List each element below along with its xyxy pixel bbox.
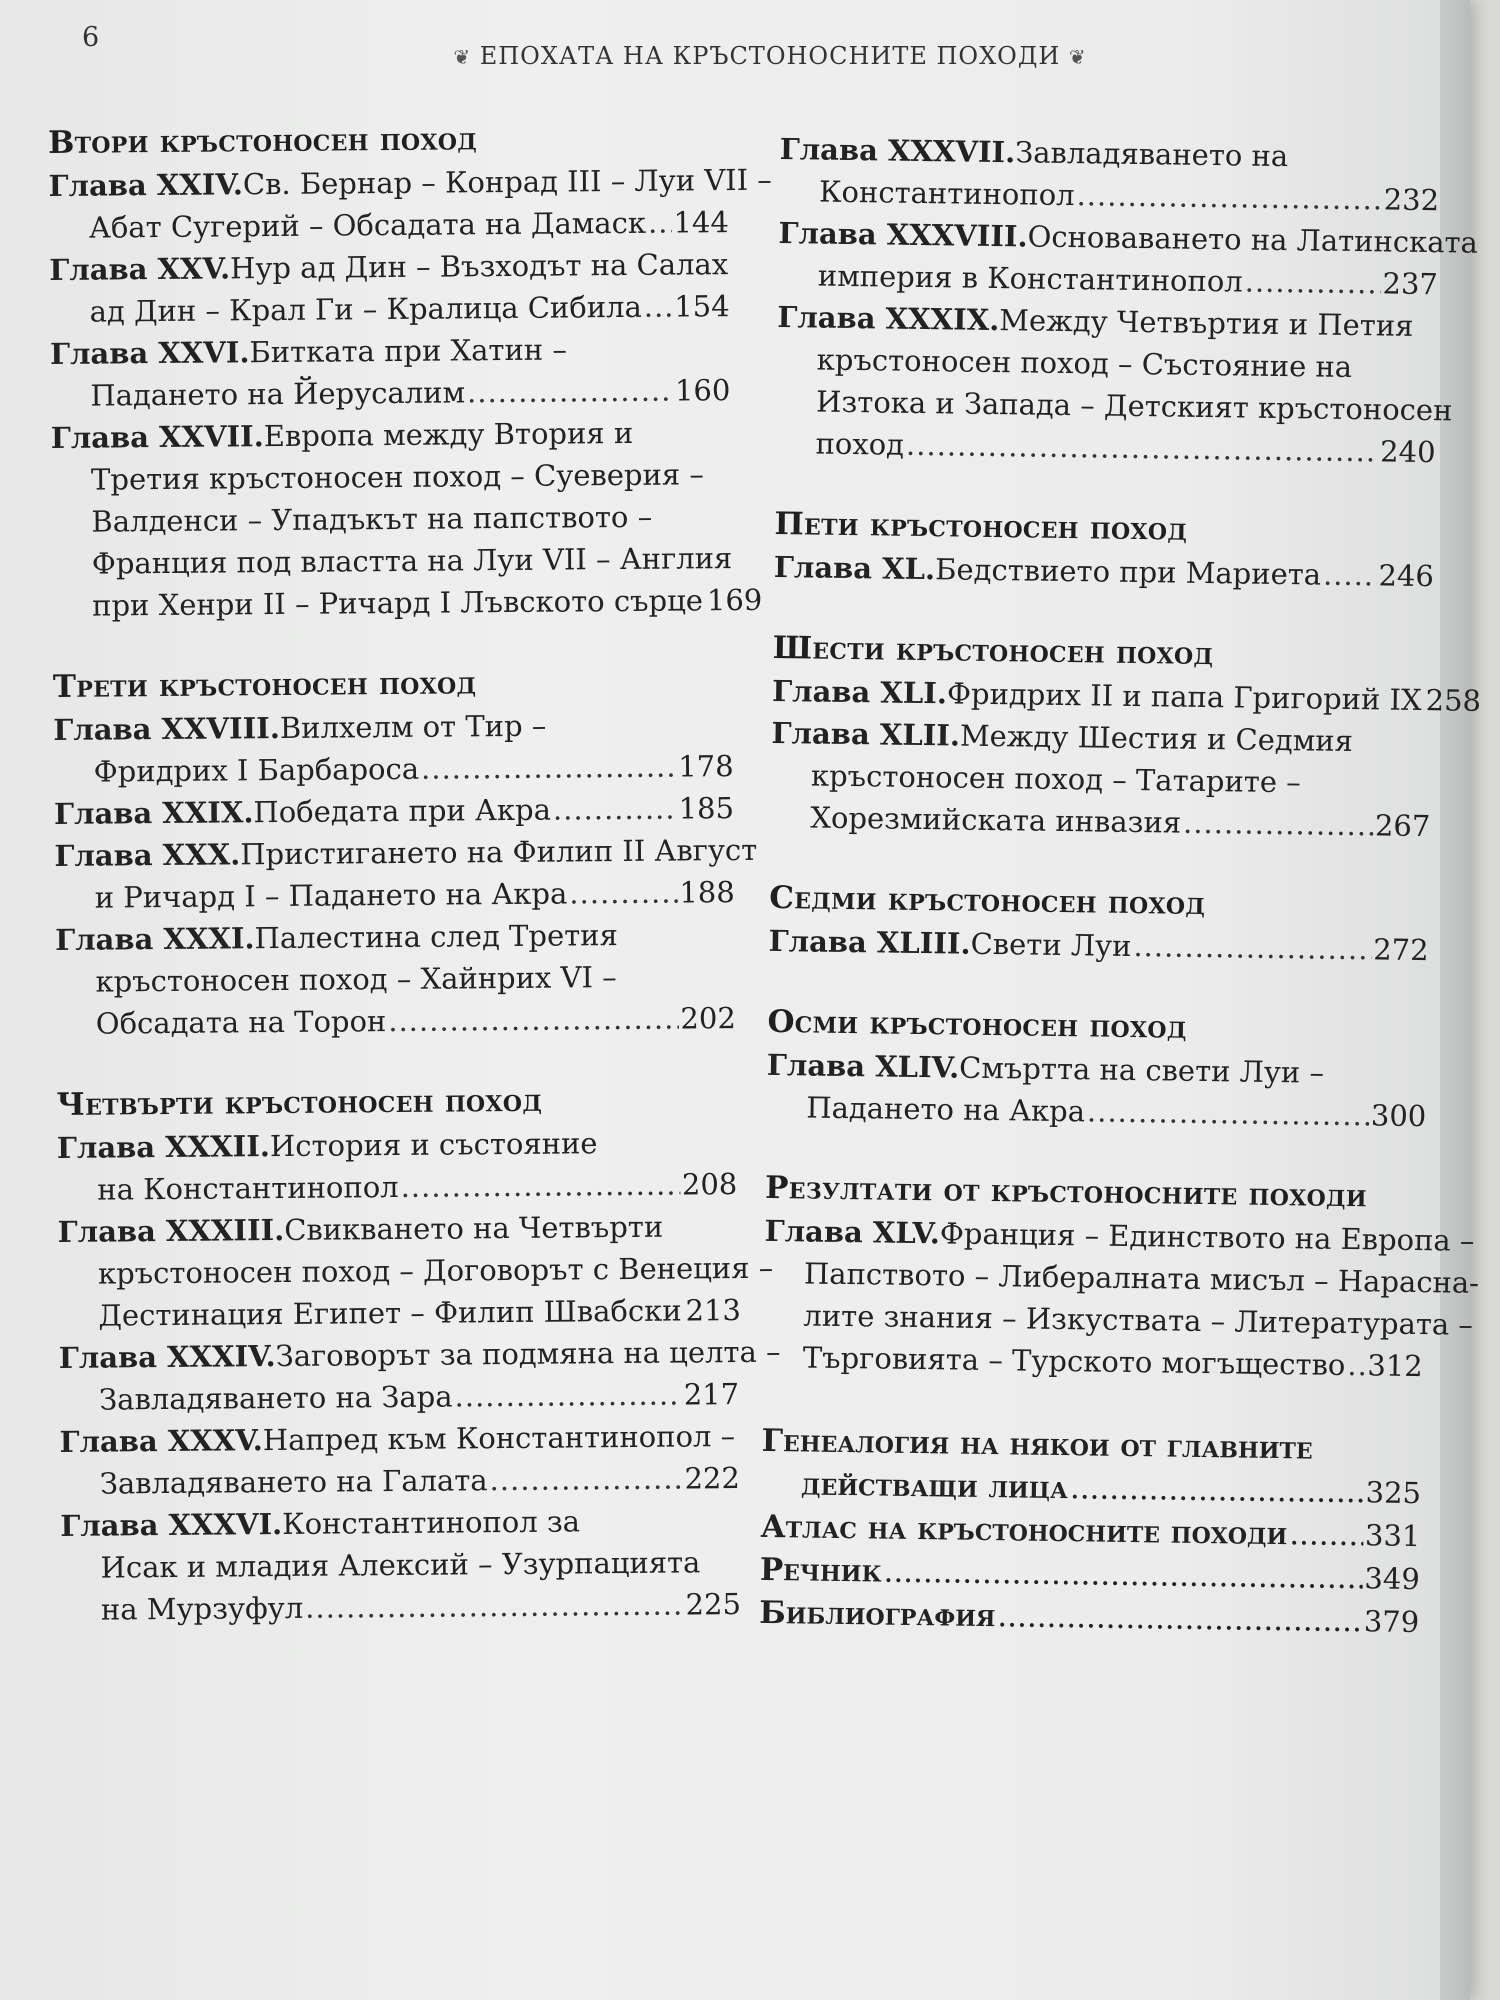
entry-text: и Ричард I – Падането на Акра	[94, 876, 568, 915]
page-ref: 178	[678, 749, 734, 784]
page-ref: 225	[685, 1587, 742, 1622]
section-title: Седми кръстоносен поход	[768, 879, 1206, 923]
running-title: ЕПОХАТА НА КРЪСТОНОСНИТЕ ПОХОДИ	[479, 42, 1061, 70]
entry-text: Нур ад Дин – Възходът на Салах	[229, 247, 729, 286]
chapter-label: Глава XXXIX.	[777, 299, 1000, 338]
toc-left-column	[48, 119, 781, 1673]
chapter-label: Глава XLV.	[764, 1213, 941, 1251]
entry-text: Франция под властта на Луи VII – Англия	[91, 541, 733, 581]
dot-leader	[1133, 925, 1371, 970]
entry-text: Заговорът за подмяна на целта –	[275, 1334, 781, 1374]
entry-line	[52, 537, 732, 585]
dot-leader	[648, 202, 672, 244]
entry-text: Пристигането на Филип II Август	[240, 832, 758, 872]
page-ref: 331	[1364, 1518, 1421, 1554]
page-ref: 217	[683, 1377, 740, 1412]
entry-line	[51, 411, 731, 459]
entry-line	[58, 1331, 781, 1379]
entry-text: Падането на Йерусалим	[90, 375, 466, 413]
toc-section	[770, 629, 1482, 847]
toc-entry	[50, 411, 763, 627]
entry-line	[766, 1086, 1427, 1137]
page-ref: 232	[1383, 182, 1440, 218]
entry-text: Хорезмийската инвазия	[810, 800, 1182, 840]
entry-line	[768, 920, 1429, 971]
toc-entry	[54, 787, 734, 835]
chapter-label: Глава XXXII.	[56, 1129, 271, 1165]
section-title: Пети кръстоносен поход	[774, 505, 1188, 548]
back-matter-title: Атлас на кръстоносните походи	[760, 1508, 1288, 1553]
dot-leader	[569, 872, 677, 915]
chapter-label: Глава XXXV.	[59, 1423, 263, 1459]
chapter-label: Глава XXVI.	[49, 335, 250, 371]
toc-entry	[768, 920, 1429, 971]
entry-line	[58, 1247, 774, 1295]
entry-text: Франция – Единството на Европа –	[939, 1216, 1475, 1258]
page-ref: 325	[1365, 1475, 1422, 1511]
entry-line	[49, 201, 729, 249]
entry-text: Свети Луи	[970, 926, 1132, 963]
entry-text: Европа между Втория и	[263, 415, 634, 454]
entry-text: кръстоносен поход – Татарите –	[810, 758, 1301, 800]
section-title: Трети кръстоносен поход	[52, 665, 477, 705]
entry-line	[57, 1205, 737, 1253]
toc-section	[763, 1169, 1480, 1387]
page-ref: 185	[678, 791, 735, 826]
toc-entry	[779, 128, 1440, 221]
page-ref: 349	[1364, 1561, 1421, 1597]
entry-line	[763, 1336, 1424, 1387]
toc-entry	[53, 703, 734, 793]
page-ref: 144	[673, 205, 730, 240]
page-ref: 272	[1372, 932, 1429, 968]
toc-section	[775, 128, 1479, 473]
back-matter-title: действащи лица	[800, 1466, 1069, 1507]
dot-leader	[305, 1584, 684, 1629]
entry-text: поход	[815, 426, 905, 462]
toc-section	[774, 506, 1435, 597]
dot-leader	[400, 1164, 680, 1208]
entry-line	[57, 1163, 737, 1211]
entry-line	[52, 579, 763, 627]
entry-line	[55, 913, 735, 961]
chapter-label: Глава XXXI.	[54, 921, 255, 957]
entry-line	[60, 1541, 740, 1589]
page-ref: 240	[1379, 434, 1436, 470]
entry-line	[53, 745, 733, 793]
toc-entry	[48, 159, 772, 249]
dot-leader	[421, 746, 677, 790]
entry-line	[51, 495, 731, 543]
entry-text: Между Шестия и Седмия	[959, 718, 1354, 759]
dot-leader	[1289, 1513, 1363, 1557]
toc-section	[56, 1081, 781, 1631]
toc-entry	[778, 212, 1479, 305]
page-ref: 154	[674, 289, 730, 324]
entry-text: Бедствието при Мариета	[934, 552, 1322, 592]
entry-text: ад Дин – Крал Ги – Кралица Сибила	[89, 289, 642, 329]
entry-text: Исак и младия Алексий – Узурпацията	[100, 1545, 701, 1585]
entry-line	[48, 159, 772, 207]
chapter-label: Глава XL.	[773, 549, 936, 587]
chapter-label: Глава XXIX.	[53, 795, 254, 831]
chapter-label: Глава XXXVI.	[60, 1507, 283, 1543]
toc-entry	[58, 1331, 781, 1421]
page-ref: 246	[1378, 558, 1435, 594]
dot-leader	[553, 788, 677, 831]
entry-text: империя в Константинопол	[817, 258, 1243, 299]
toc-right-column	[759, 128, 1482, 1644]
dot-leader	[467, 370, 673, 414]
chapter-label: Глава XXVII.	[50, 419, 264, 455]
entry-line	[770, 796, 1431, 847]
toc-section	[52, 663, 758, 1045]
entry-text: на Мурзуфул	[100, 1590, 304, 1627]
page-ref: 312	[1367, 1348, 1424, 1384]
entry-text: История и състояние	[269, 1126, 598, 1164]
dot-leader	[1183, 802, 1373, 847]
toc-entry	[775, 296, 1453, 473]
entry-line	[57, 1121, 737, 1169]
chapter-label: Глава XLIII.	[768, 923, 971, 961]
entry-line	[60, 1457, 740, 1505]
entry-text: кръстоносен поход – Договорът с Венеция –	[97, 1250, 774, 1291]
dot-leader	[883, 1551, 1362, 1601]
section-title: Резултати от кръстоносните походи	[764, 1169, 1368, 1215]
chapter-label: Глава XLI.	[771, 673, 948, 711]
toc-section	[768, 880, 1429, 971]
chapter-label: Глава XXXVII.	[779, 131, 1016, 170]
section-title: Втори кръстоносен поход	[48, 121, 478, 161]
chapter-label: Глава XXIV.	[48, 167, 244, 203]
page-number: 6	[82, 22, 100, 53]
dot-leader	[644, 286, 673, 328]
page-ref: 160	[674, 373, 731, 408]
entry-line	[58, 1289, 742, 1337]
dot-leader	[1244, 261, 1380, 305]
entry-text: на Константинопол	[97, 1169, 399, 1207]
entry-text: Третия кръстоносен поход – Суеверия –	[90, 457, 705, 497]
entry-line	[60, 1499, 740, 1547]
dot-leader	[906, 424, 1379, 473]
dot-leader	[454, 1374, 682, 1418]
entry-line	[54, 829, 758, 877]
entry-line	[59, 1415, 739, 1463]
entry-line	[56, 997, 736, 1045]
entry-text: Константинопол	[818, 174, 1075, 213]
toc-entry	[59, 1415, 740, 1505]
dot-leader	[1070, 1467, 1364, 1514]
entry-line	[51, 453, 731, 501]
entry-text: Завладяването на Зара	[98, 1379, 453, 1417]
entry-line	[774, 546, 1435, 597]
entry-text: Победата при Акра	[253, 792, 552, 830]
chapter-label: Глава XXXVIII.	[778, 215, 1028, 254]
entry-text: Обсадата на Торон	[95, 1004, 387, 1041]
page-ref: 169	[706, 582, 763, 618]
dot-leader	[388, 998, 679, 1043]
section-title: Осми кръстоносен поход	[767, 1003, 1187, 1046]
page-ref: 213	[685, 1292, 742, 1328]
chapter-label: Глава XLII.	[771, 715, 961, 753]
chapter-label: Глава XXXIII.	[57, 1212, 285, 1249]
entry-text: Смъртта на свети Луи –	[958, 1050, 1325, 1090]
section-title: Четвърти кръстоносен поход	[56, 1082, 543, 1123]
page-ref: 267	[1374, 808, 1431, 844]
toc-section	[766, 1004, 1428, 1137]
page-ref: 237	[1382, 266, 1439, 302]
entry-line	[775, 422, 1436, 473]
entry-line	[49, 285, 729, 333]
toc-entry	[774, 546, 1435, 597]
entry-text: Между Четвъртия и Петия	[999, 303, 1414, 343]
chapter-label: Глава XXX.	[54, 837, 241, 873]
back-matter-line	[759, 1592, 1420, 1644]
page-ref: 188	[679, 875, 735, 910]
page-ref: 202	[680, 1001, 736, 1036]
entry-text: Фридрих II и папа Григорий IX	[946, 676, 1422, 718]
entry-line	[55, 955, 735, 1003]
entry-line	[61, 1583, 741, 1631]
entry-text: при Хенри II – Ричард I Лъвското сърце	[92, 583, 704, 623]
entry-text: Напред към Константинопол –	[262, 1419, 736, 1458]
page-edge	[1440, 0, 1470, 2000]
page-ref: 300	[1370, 1098, 1427, 1134]
dot-leader	[489, 1458, 682, 1502]
entry-text: Константинопол за	[282, 1504, 581, 1542]
back-matter-title: Генеалогия на някои от главните	[761, 1422, 1313, 1467]
toc-entry	[54, 829, 758, 919]
toc-section	[48, 119, 772, 627]
chapter-label: Глава XXVIII.	[53, 711, 281, 747]
entry-text: Абат Сугерий – Обсадата на Дамаск	[88, 205, 647, 245]
entry-text: Палестина след Третия	[254, 918, 618, 956]
back-matter-title: Библиография	[759, 1594, 996, 1635]
ornament-left-icon: ❦	[453, 45, 472, 69]
entry-text: Търговията – Турското могъщество	[802, 1340, 1346, 1383]
running-head	[440, 42, 1100, 70]
entry-text: Вилхелм от Тир –	[279, 708, 547, 745]
page-ref: 208	[681, 1167, 738, 1202]
page-ref: 258	[1425, 683, 1482, 718]
section-title: Шести кръстоносен поход	[772, 629, 1214, 673]
entry-text: Битката при Хатин –	[249, 332, 568, 370]
dot-leader	[1323, 554, 1377, 597]
entry-text: Завладяването на Галата	[99, 1463, 488, 1501]
entry-text: Папството – Либералната мисъл – Нарасна-	[803, 1256, 1480, 1300]
back-matter-title: Речник	[759, 1551, 882, 1590]
chapter-label: Глава XXV.	[49, 251, 231, 287]
entry-line	[50, 369, 730, 417]
back-matter	[759, 1420, 1422, 1644]
toc-entry	[55, 913, 736, 1045]
toc-entry	[766, 1044, 1427, 1137]
chapter-label: Глава XXXIV.	[58, 1339, 276, 1375]
toc-entry	[57, 1205, 774, 1337]
toc-entry	[763, 1210, 1480, 1387]
entry-text: Свикването на Четвърти	[284, 1209, 664, 1247]
entry-text: Изтока и Запада – Детският кръстоносен	[815, 384, 1453, 428]
toc-entry	[770, 712, 1432, 847]
entry-text: лите знания – Изкуствата – Литературата –	[803, 1298, 1474, 1342]
entry-text: Завладяването на	[1014, 135, 1289, 174]
entry-text: Падането на Акра	[806, 1090, 1086, 1129]
dot-leader	[1347, 1344, 1366, 1386]
entry-text: Валденси – Упадъкът на папството –	[91, 499, 653, 539]
entry-line	[49, 243, 729, 291]
toc-entry	[60, 1499, 741, 1631]
entry-line	[59, 1373, 739, 1421]
chapter-label: Глава XLIV.	[766, 1047, 960, 1085]
toc-entry	[57, 1121, 738, 1211]
page-ref: 379	[1363, 1604, 1420, 1640]
ornament-right-icon: ❦	[1068, 45, 1087, 69]
entry-line	[50, 327, 730, 375]
dot-leader	[997, 1595, 1362, 1643]
entry-line	[54, 787, 734, 835]
entry-text: Фридрих I Барбароса	[93, 751, 420, 789]
entry-text: кръстоносен поход – Състояние на	[816, 342, 1353, 385]
entry-text: Основаването на Латинската	[1027, 219, 1479, 260]
dot-leader	[1423, 679, 1424, 721]
entry-line	[53, 703, 733, 751]
entry-text: Дестинация Египет – Филип Швабски	[98, 1293, 682, 1333]
dot-leader	[1087, 1090, 1369, 1136]
page-ref: 222	[684, 1461, 740, 1496]
entry-text: кръстоносен поход – Хайнрих VI –	[95, 960, 617, 999]
entry-line	[55, 871, 735, 919]
entry-text: Св. Бернар – Конрад III – Луи VII –	[242, 162, 772, 202]
dot-leader	[1076, 174, 1382, 220]
toc-entry	[49, 243, 730, 333]
toc-entry	[50, 327, 731, 417]
